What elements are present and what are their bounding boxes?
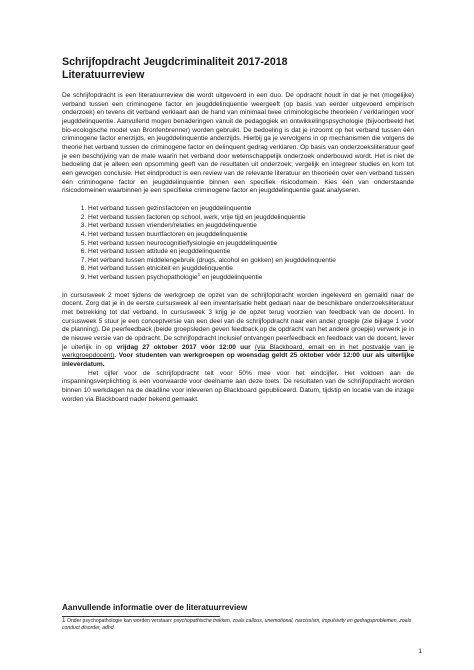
footnote-number: 1: [62, 617, 66, 624]
list-item-text-end: en jeugddelinquentie: [200, 274, 263, 282]
list-item: 4. Het verband tussen buurtfactoren en jeugddelinquentie: [88, 231, 414, 240]
list-item-text: Het verband tussen psychopathologie: [88, 274, 198, 282]
procedure-text: In cursusweek 2 moet tijdens de werkgroep de opzet van de schrijfopdracht worden ingeleverd en gemaild naar de docent. Zorg dat je in de eerste cursusweek al een inventarisatie hebt gedaan naar de beschikbare onderzoeksliteratuur met betrekking tot dat verband. In cursusweek 3 krijg je de opzet terug voorzien van feedback van de docent. In cursusweek 5 stuur je een conceptversie van een deel van de schrijfopdracht naar een ander groepje (zie bijlage 1 voor de planning). De peerfeedback (beide groepsleden geven feedback op de opdracht van het andere groepje) verwerk je in de nieuwe versie van de opdracht. De schrijfopdracht inclusief ontvangen peerfeedback en feedback van de docent, lever je uiterlijk in op: [62, 291, 414, 351]
list-item: 1. Het verband tussen gezinsfactoren en jeugddelinquentie: [88, 205, 414, 214]
list-item: 6. Het verband tussen attitude en jeugddelinquentie: [88, 248, 414, 257]
title-line-2: Literatuurreview: [62, 69, 145, 81]
section-heading: Aanvullende informatie over de literatuurreview: [62, 603, 248, 612]
list-item: 2. Het verband tussen factoren op school, werk, vrije tijd en jeugddelinquentie: [88, 214, 414, 223]
document-title: [62, 56, 414, 82]
title-line-1: Schrijfopdracht Jeugdcriminaliteit 2017-2018: [62, 56, 288, 68]
grading-paragraph: Het cijfer voor de schrijfopdracht telt voor 50% mee voor het eindcijfer. Het voldoen aan de inspanningsverplichting is een voorwaarde voor deelname aan deze toets. De resultaten van de schrijfopdracht worden binnen 10 werkdagen na de deadline voor inleveren op Blackboard gepubliceerd. Datum, tijdstip en locatie van de inzage worden via Blackboard nader bekend gemaakt.: [62, 369, 414, 403]
list-item: 3. Het verband tussen vrienden/relaties en jeugddelinquentie: [88, 222, 414, 231]
submission-method: (via Blackboard, email en in het postvakje van je werkgroepdocent): [62, 343, 415, 360]
footnote-text: Onder psychopathologie kan worden verstaan:: [65, 618, 174, 624]
footnote-divider: [62, 616, 220, 617]
list-item: 8. Het verband tussen etniciteit en jeugddelinquentie: [88, 265, 414, 274]
list-item: 7. Het verband tussen middelengebruik (drugs, alcohol en gokken) en jeugddelinquentie: [88, 257, 414, 266]
list-item: 5. Het verband tussen neurocognitie/fysiologie en jeugddelinquentie: [88, 240, 414, 249]
footnote-reference: 1: [197, 271, 201, 277]
risk-domain-list: [62, 205, 414, 283]
list-item: [88, 271, 414, 283]
footnote-italic-text: psychopathische trekken, zoals callous, unemotional, narcissism, impulsivity en gedragsproblemen, zoals conduct disorder, adhd.: [62, 618, 412, 631]
page-number: 1: [418, 648, 422, 655]
wednesday-deadline: . Voor studenten van werkgroepen op woensdag geldt 25 oktober vóór 12:00 uur als uiterlijke inleverdatum.: [62, 352, 414, 369]
intro-paragraph: De schrijfopdracht is een literatuurreview die wordt uitgevoerd in een duo. De opdracht houdt in dat je het (mogelijke) verband tussen een criminogene factor en jeugddelinquentie weergeeft (op basis van eerder uitgevoerd empirisch onderzoek) en tevens dit verband verklaart aan de hand van minimaal twee criminologische theorieën / verklaringen voor jeugddelinquentie. Aanvullend mogen benaderingen vanuit de pedagogiek en ontwikkelingspsychologie (bijvoorbeeld het bio-ecologische model van Bronfenbrenner) worden gebruikt. De bedoeling is dat je inzoomt op het verband tussen één criminogene factor enerzijds, en jeugddelinquentie anderzijds. Hierbij ga je vervolgens in op mechanismen die volgens de theorie het verband tussen de criminogene factor en delinquent gedrag verklaren. Op basis van onderzoeksliteratuur geef je een beschrijving van de mate waarin het verband door wetenschappelijk onderzoek onderbouwd wordt. Het is niet de bedoeling dat je alleen een opsomming geeft van de resultaten uit onderzoek; vergelijk en integreer studies en kom tot een gewogen conclusie. Het eindproduct is een review van de relevante literatuur en theorieën over een verband tussen één criminogene factor en jeugddelinquentie binnen een specifiek risicodomein. Kies één van onderstaande risicodomeinen waarbinnen je een specifieke criminogene factor en jeugddelinquentie gaat analyseren.: [62, 92, 414, 195]
footnote: [62, 618, 414, 631]
procedure-paragraph: [62, 292, 414, 370]
deadline-date: vrijdag 27 oktober 2017 vóór 12:00 uur: [116, 343, 251, 351]
